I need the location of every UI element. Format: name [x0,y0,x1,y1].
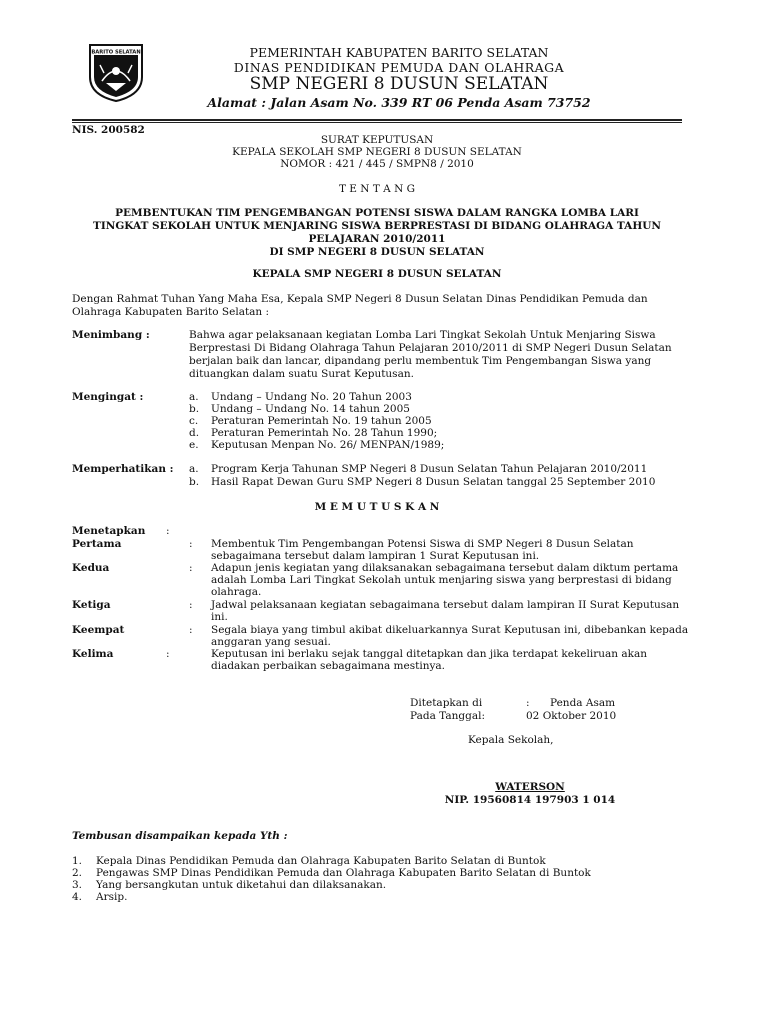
title-surat-keputusan: SURAT KEPUTUSAN [320,134,434,146]
tembusan-item: Pengawas SMP Dinas Pendidikan Pemuda dan Olahraga Kabupaten Barito Selatan di Buntok [96,867,591,879]
decision-label-keempat: Keempat [72,624,125,636]
menimbang-line: Bahwa agar pelaksanaan kegiatan Lomba Lari Tingkat Sekolah Untuk Menjaring Siswa [189,329,656,341]
tembusan-item: Arsip. [96,891,128,903]
mengingat-mark: e. [189,439,199,451]
svg-text:BARITO SELATAN: BARITO SELATAN [91,49,141,56]
header-school-name: SMP NEGERI 8 DUSUN SELATAN [249,74,549,94]
tembusan-heading: Tembusan disampaikan kepada Yth : [72,830,288,842]
decision-colon: : [189,624,193,636]
tanggal-value: 02 Oktober 2010 [526,710,617,722]
mengingat-item: Undang – Undang No. 14 tahun 2005 [211,403,410,415]
menimbang-line: dituangkan dalam suatu Surat Keputusan. [189,368,414,380]
decision-text-line: adalah Lomba Lari Tingkat Sekolah untuk menjaring siswa yang berprestasi di bidang [211,574,672,586]
mengingat-mark: b. [189,403,200,415]
menimbang-label: Menimbang : [72,329,150,341]
memperhatikan-mark: a. [189,463,199,475]
decision-text-line: Segala biaya yang timbul akibat dikeluarkannya Surat Keputusan ini, dibebankan kepada [211,624,689,636]
subject-line-3: PELAJARAN 2010/2011 [308,233,446,245]
subject-line-2: TINGKAT SEKOLAH UNTUK MENJARING SISWA BERPRESTASI DI BIDANG OLAHRAGA TAHUN [93,220,661,232]
decision-text-line: Adapun jenis kegiatan yang dilaksanakan sebagaimana tersebut dalam diktum pertama [211,562,679,574]
memperhatikan-item: Program Kerja Tahunan SMP Negeri 8 Dusun Selatan Tahun Pelajaran 2010/2011 [211,463,648,475]
tanggal-label: Pada Tanggal: [410,710,485,722]
tembusan-number: 1. [72,855,83,867]
subject-line-4: DI SMP NEGERI 8 DUSUN SELATAN [269,246,485,258]
tentang-heading: T E N T A N G [338,183,416,195]
decision-colon: : [189,599,193,611]
nis-number: NIS. 200582 [72,124,145,136]
mengingat-mark: c. [189,415,199,427]
menetapkan-label: Menetapkan [72,525,146,537]
signatory-name: WATERSON [495,781,565,793]
decision-colon: : [189,562,193,574]
signatory-nip: NIP. 19560814 197903 1 014 [444,794,616,806]
signatory-role: Kepala Sekolah, [468,734,554,746]
decision-text-line: Membentuk Tim Pengembangan Potensi Siswa di SMP Negeri 8 Dusun Selatan [211,538,634,550]
memperhatikan-item: Hasil Rapat Dewan Guru SMP Negeri 8 Dusun Selatan tanggal 25 September 2010 [211,476,656,488]
header-government: PEMERINTAH KABUPATEN BARITO SELATAN [249,45,549,60]
ditetapkan-place: Penda Asam [550,697,616,709]
intro-line-1: Dengan Rahmat Tuhan Yang Maha Esa, Kepala SMP Negeri 8 Dusun Selatan Dinas Pendidikan Pemuda dan [72,293,648,305]
mengingat-mark: d. [189,427,200,439]
tembusan-item: Kepala Dinas Pendidikan Pemuda dan Olahraga Kabupaten Barito Selatan di Buntok [96,855,546,867]
header-department: DINAS PENDIDIKAN PEMUDA DAN OLAHRAGA [233,60,565,75]
menetapkan-colon: : [166,525,170,537]
ditetapkan-colon: : [526,697,530,709]
intro-line-2: Olahraga Kabupaten Barito Selatan : [72,306,270,318]
decision-text-line: sebagaimana tersebut dalam lampiran 1 Surat Keputusan ini. [211,550,540,562]
title-issuer: KEPALA SEKOLAH SMP NEGERI 8 DUSUN SELATAN [232,146,522,158]
tembusan-item: Yang bersangkutan untuk diketahui dan dilaksanakan. [96,879,387,891]
header-divider-thin [72,122,682,123]
decision-text-line: ini. [211,611,228,623]
decision-text-line: olahraga. [211,586,262,598]
decision-label-pertama: Pertama [72,538,122,550]
kepala-heading: KEPALA SMP NEGERI 8 DUSUN SELATAN [252,268,502,280]
tembusan-number: 4. [72,891,83,903]
mengingat-label: Mengingat : [72,391,144,403]
decision-text-line: Jadwal pelaksanaan kegiatan sebagaimana tersebut dalam lampiran II Surat Keputusan [211,599,680,611]
decision-colon: : [189,538,193,550]
title-number: NOMOR : 421 / 445 / SMPN8 / 2010 [280,158,474,170]
subject-line-1: PEMBENTUKAN TIM PENGEMBANGAN POTENSI SISWA DALAM RANGKA LOMBA LARI [115,207,639,219]
decision-text-line: diadakan perbaikan sebagaimana mestinya. [211,660,445,672]
mengingat-item: Keputusan Menpan No. 26/ MENPAN/1989; [211,439,445,451]
memperhatikan-label: Memperhatikan : [72,463,174,475]
decision-colon: : [166,648,170,660]
decision-text-line: Keputusan ini berlaku sejak tanggal ditetapkan dan jika terdapat kekeliruan akan [211,648,648,660]
regency-emblem-logo [88,43,144,103]
menimbang-line: berjalan baik dan lancar, dipandang perlu membentuk Tim Pengembangan Siswa yang [189,355,652,367]
ditetapkan-label: Ditetapkan di [410,697,483,709]
tembusan-number: 2. [72,867,83,879]
memutuskan-heading: M E M U T U S K A N [314,501,440,513]
decision-label-kedua: Kedua [72,562,110,574]
decision-label-ketiga: Ketiga [72,599,111,611]
header-address: Alamat : Jalan Asam No. 339 RT 06 Penda Asam 73752 [207,95,591,110]
mengingat-mark: a. [189,391,199,403]
menimbang-line: Berprestasi Di Bidang Olahraga Tahun Pelajaran 2010/2011 di SMP Negeri Dusun Selatan [189,342,672,354]
decision-text-line: anggaran yang sesuai. [211,636,331,648]
header-divider-thick [72,119,682,121]
mengingat-item: Undang – Undang No. 20 Tahun 2003 [211,391,412,403]
mengingat-item: Peraturan Pemerintah No. 19 tahun 2005 [211,415,432,427]
tembusan-number: 3. [72,879,83,891]
memperhatikan-mark: b. [189,476,200,488]
decision-label-kelima: Kelima [72,648,114,660]
mengingat-item: Peraturan Pemerintah No. 28 Tahun 1990; [211,427,438,439]
